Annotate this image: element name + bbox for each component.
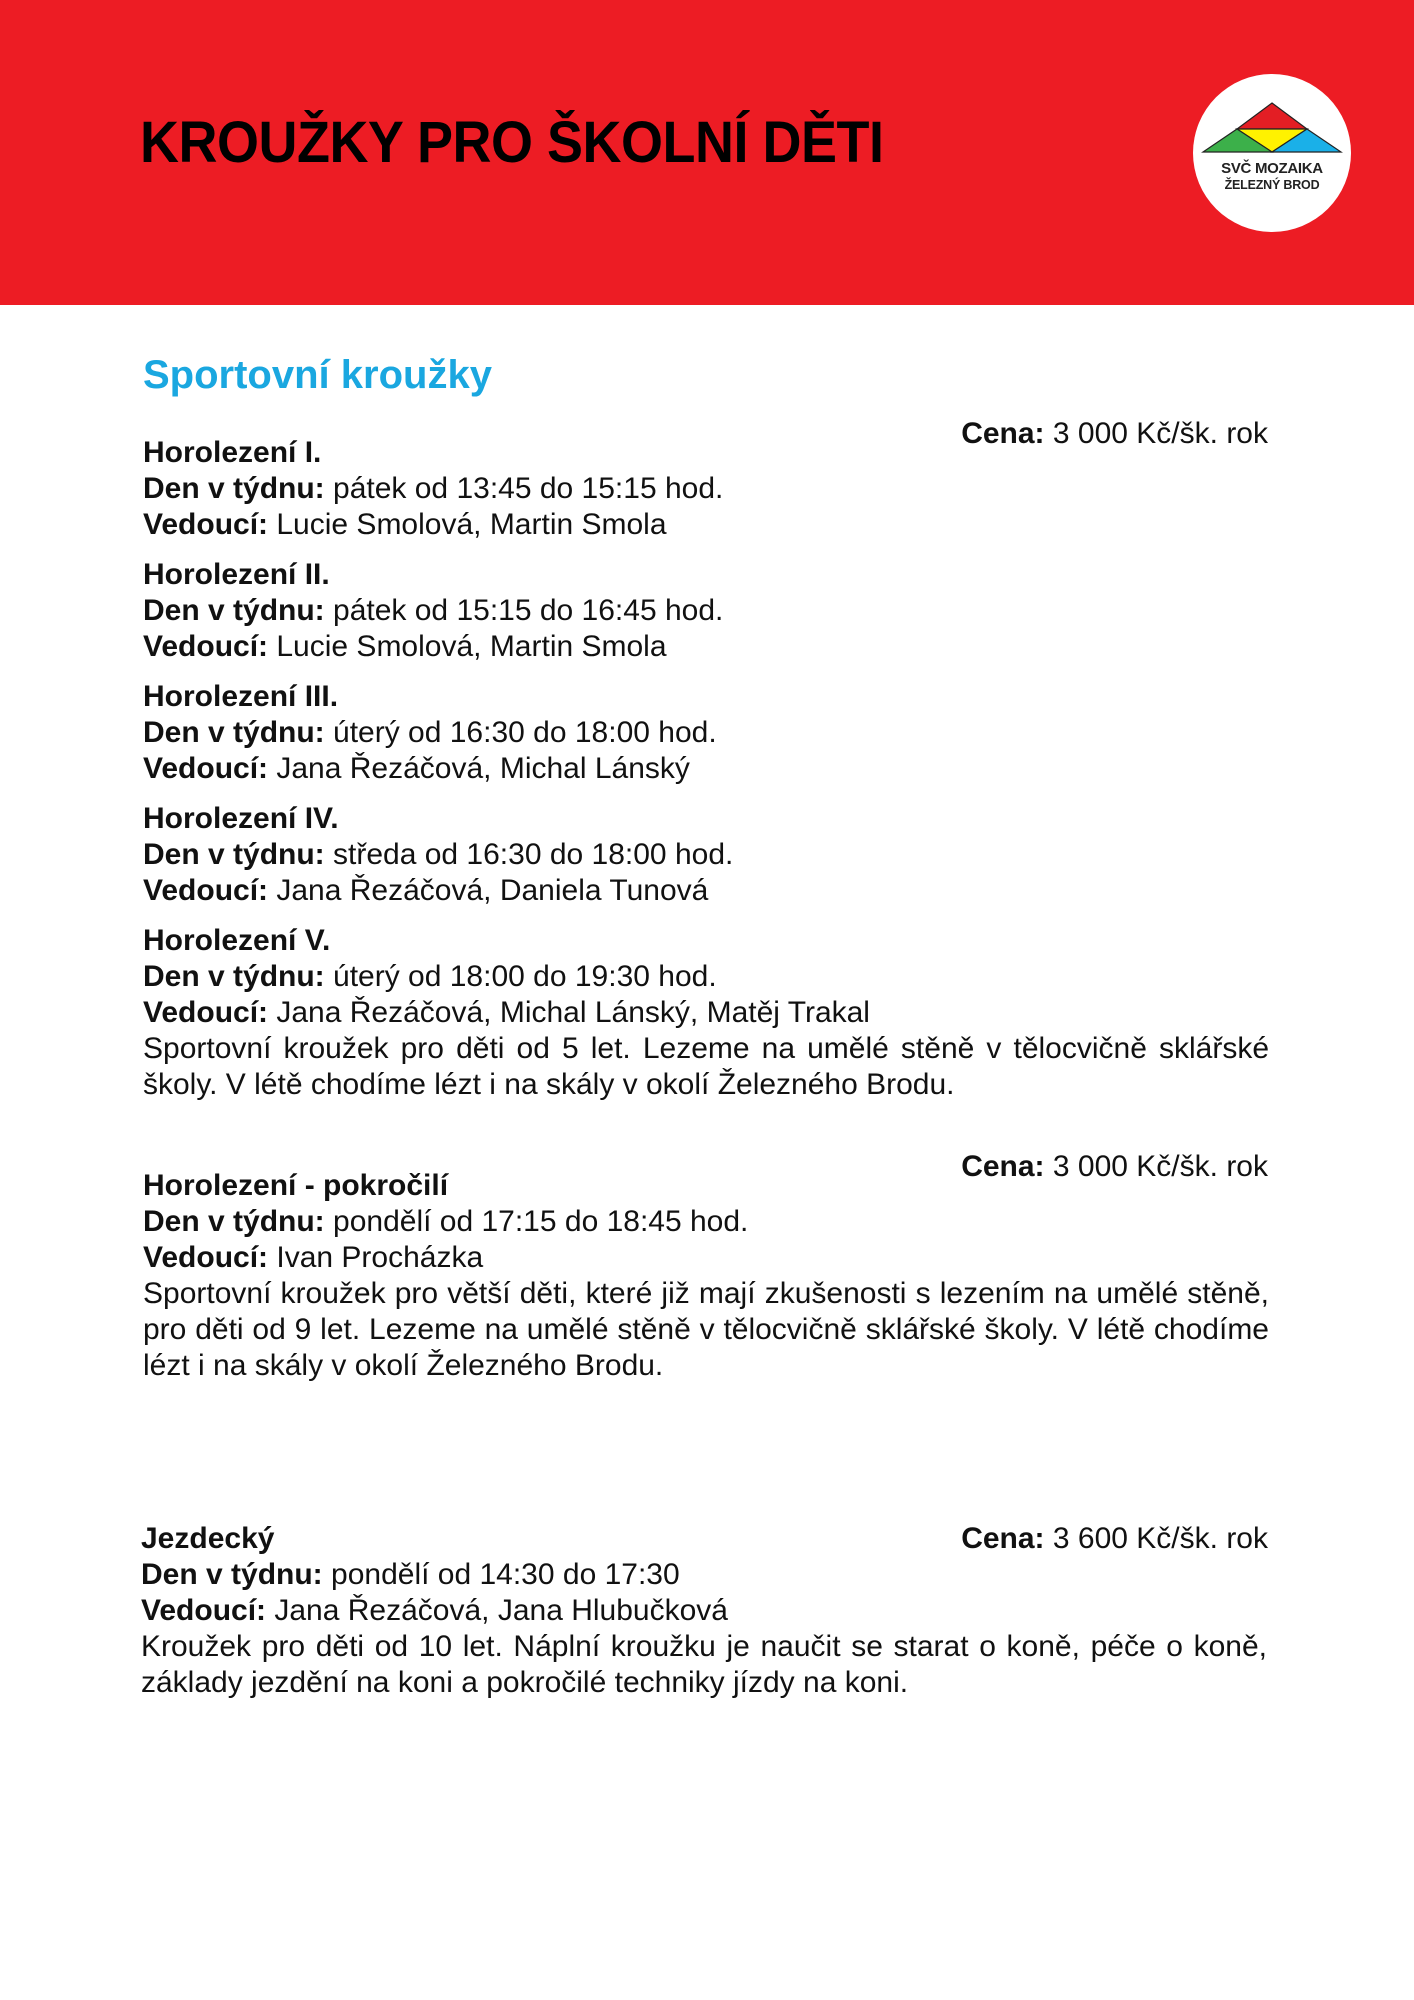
course-description: Kroužek pro děti od 10 let. Náplní kroužku je naučit se starat o koně, péče o koně, základy jezdění na koni a pokročilé techniky jízdy na koni. <box>141 1630 1267 1699</box>
course-horolezeni-5 <box>143 923 1269 1103</box>
course-horolezeni-1 <box>143 435 1269 543</box>
course-name: Horolezení II. <box>143 558 330 591</box>
course-leaders: Vedoucí: Lucie Smolová, Martin Smola <box>143 630 667 663</box>
course-leaders: Vedoucí: Jana Řezáčová, Jana Hlubučková <box>141 1594 728 1627</box>
course-name: Horolezení I. <box>143 436 322 469</box>
course-horolezeni-2 <box>143 557 1269 665</box>
logo-mosaic-icon <box>1193 74 1351 232</box>
course-name: Horolezení IV. <box>143 802 339 835</box>
course-jezdecky <box>141 1521 1267 1701</box>
price-label: Cena: <box>961 417 1045 450</box>
course-horolezeni-pokrocili <box>143 1168 1269 1384</box>
price-label: Cena: <box>961 1522 1045 1555</box>
course-leaders: Vedoucí: Jana Řezáčová, Michal Lánský, Matěj Trakal <box>143 996 870 1029</box>
course-description: Sportovní kroužek pro děti od 5 let. Lezeme na umělé stěně v tělocvičně sklářské školy. V létě chodíme lézt i na skály v okolí Železného Brodu. <box>143 1032 1269 1101</box>
course-day: Den v týdnu: pátek od 13:45 do 15:15 hod. <box>143 472 724 505</box>
course-leaders: Vedoucí: Jana Řezáčová, Daniela Tunová <box>143 874 709 907</box>
course-horolezeni-3 <box>143 679 1269 787</box>
course-day: Den v týdnu: úterý od 18:00 do 19:30 hod. <box>143 960 717 993</box>
logo-town: ŽELEZNÝ BROD <box>1224 178 1320 192</box>
section-title: Sportovní kroužky <box>143 353 492 397</box>
price-value: 3 600 Kč/šk. rok <box>1052 1522 1268 1555</box>
course-description: Sportovní kroužek pro větší děti, které již mají zkušenosti s lezením na umělé stěně, pro děti od 9 let. Lezeme na umělé stěně v tělocvičně sklářské školy. V létě chodíme lézt i na skály v okolí Železného Brodu. <box>143 1277 1269 1382</box>
course-horolezeni-4 <box>143 801 1269 909</box>
logo <box>1193 74 1351 232</box>
header-banner <box>0 0 1414 305</box>
course-day: Den v týdnu: pondělí od 14:30 do 17:30 <box>141 1558 680 1591</box>
page-title: KROUŽKY PRO ŠKOLNÍ DĚTI <box>140 110 884 175</box>
course-name: Horolezení - pokročilí <box>143 1169 449 1202</box>
course-day: Den v týdnu: pondělí od 17:15 do 18:45 hod. <box>143 1205 749 1238</box>
price-label: Cena: <box>961 1150 1045 1183</box>
course-leaders: Vedoucí: Ivan Procházka <box>143 1241 484 1274</box>
price-value: 3 000 Kč/šk. rok <box>1052 417 1268 450</box>
course-day: Den v týdnu: pátek od 15:15 do 16:45 hod. <box>143 594 724 627</box>
course-name: Jezdecký <box>141 1522 275 1555</box>
price-value: 3 000 Kč/šk. rok <box>1052 1150 1268 1183</box>
course-day: Den v týdnu: úterý od 16:30 do 18:00 hod. <box>143 716 717 749</box>
course-day: Den v týdnu: středa od 16:30 do 18:00 hod. <box>143 838 734 871</box>
course-leaders: Vedoucí: Lucie Smolová, Martin Smola <box>143 508 667 541</box>
course-name: Horolezení V. <box>143 924 331 957</box>
logo-name: SVČ MOZAIKA <box>1221 160 1323 177</box>
course-leaders: Vedoucí: Jana Řezáčová, Michal Lánský <box>143 752 690 785</box>
course-name: Horolezení III. <box>143 680 339 713</box>
